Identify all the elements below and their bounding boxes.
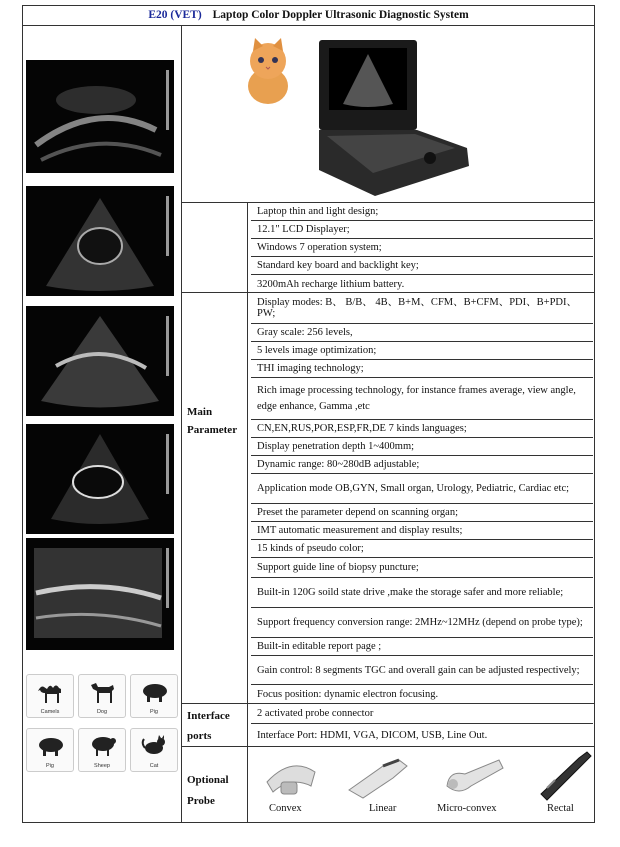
camel-icon [35,679,67,705]
interface-label-2: ports [187,730,212,742]
probe-name-rectal: Rectal [547,803,574,814]
feature-row [251,221,593,239]
probe-label: Optional [187,774,229,786]
param-row [251,656,593,685]
cat-icon [139,733,171,759]
col-divider-right [247,202,248,823]
probe-name-convex: Convex [269,803,302,814]
animal-tile-sheep [78,728,126,772]
animal-tile-camels [26,674,74,718]
param-row [251,685,593,703]
ultrasound-image-1 [26,60,174,173]
ultrasound-image-3 [26,306,174,416]
main-parameter-label-2: Parameter [187,424,238,436]
probe-name-micro-convex: Micro-convex [437,803,497,814]
param-text: 5 levels image optimization; [257,345,377,356]
animal-tile-cat [130,728,178,772]
feature-row [251,239,593,257]
ultrasound-image-4 [26,424,174,534]
param-row [251,293,593,324]
linear-probe-image [343,752,413,802]
image-column [23,26,181,823]
param-text: THI imaging technology; [257,363,364,374]
feature-row [251,257,593,275]
kitten-image [233,36,303,108]
param-row [251,540,593,558]
param-row [251,378,593,420]
interface-label: Interface [187,710,230,722]
param-text: Application mode OB,GYN, Small organ, Urology, Pediatric, Cardiac etc; [257,483,570,494]
pig-icon [35,733,67,759]
param-text: Display penetration depth 1~400mm; [257,441,415,452]
main-parameter-label-line1: Main [187,406,213,418]
rectal-probe-image [535,748,595,802]
laptop-image [315,38,475,198]
probe-gallery [251,746,595,824]
param-text: CN,EN,RUS,POR,ESP,FR,DE 7 kinds languages; [257,423,467,434]
param-row [251,504,593,522]
micro-convex-probe-image [439,752,509,802]
feature-text: Standard key board and backlight key; [257,260,419,271]
param-row [251,608,593,638]
convex-probe-image [261,752,321,802]
param-row [251,342,593,360]
param-text: 15 kinds of pseudo color; [257,543,364,554]
param-text: Built-in editable report page ; [257,641,382,652]
feature-row [251,275,593,293]
feature-text: 3200mAh recharge lithium battery. [257,278,405,290]
param-row [251,638,593,656]
animal-label: Camels [40,709,60,715]
param-row [251,578,593,608]
interface-text: Interface Port: HDMI, VGA, DICOM, USB, Line Out. [257,729,488,741]
animal-label: Cat [149,763,159,769]
feature-row [251,203,593,221]
ultrasound-image-5 [26,538,174,650]
animal-label: Dog [96,709,108,715]
param-text: Preset the parameter depend on scanning organ; [257,507,458,518]
param-text: Gain control: 8 segments TGC and overall gain can be adjusted respectively; [257,664,580,676]
param-text: Focus position: dynamic electron focusing. [257,688,439,700]
animal-label: Pig [150,709,158,715]
feature-text: Laptop thin and light design; [257,206,379,217]
ultrasound-image-2 [26,186,174,296]
main-parameter-label [187,402,212,422]
animal-presets [26,674,176,786]
animal-tile-pig-2 [26,728,74,772]
feature-text: 12.1" LCD Displayer; [257,224,350,235]
model-name: E20 (VET) [148,9,202,21]
param-text: Display modes: B、 B/B、 4B、B+M、CFM、B+CFM、PDI、B+PDI、PW; [257,297,577,319]
param-row [251,558,593,578]
param-text: Rich image processing technology, for instance frames average, view angle, edge enhance, Gamma ,etc [257,384,576,412]
param-text: Built-in 120G soild state drive ,make the storage safer and more reliable; [257,587,564,598]
param-text: Dynamic range: 80~280dB adjustable; [257,459,420,470]
param-row [251,420,593,438]
param-text: Support guide line of biopsy puncture; [257,562,419,573]
product-name: Laptop Color Doppler Ultrasonic Diagnostic System [212,9,469,21]
spec-sheet [22,5,595,823]
animal-label: Pig [46,763,54,769]
animal-tile-dog [78,674,126,718]
param-row [251,438,593,456]
param-row [251,474,593,504]
probe-name-linear: Linear [369,803,397,814]
interface-text: 2 activated probe connector [257,708,374,719]
param-row [251,324,593,342]
probe-label-2: Probe [187,795,215,807]
param-row [251,456,593,474]
dog-icon [87,679,119,705]
param-row [251,522,593,540]
param-text: Support frequency conversion range: 2MHz~12MHz (depend on probe type); [257,617,583,628]
param-text: Gray scale: 256 levels, [257,327,353,338]
param-text: IMT automatic measurement and display results; [257,525,463,536]
animal-tile-pig [130,674,178,718]
sheep-icon [87,733,119,759]
page-title [23,6,594,26]
feature-text: Windows 7 operation system; [257,242,382,253]
interface-row [251,724,593,746]
animal-label: Sheep [94,763,110,769]
param-row [251,360,593,378]
pig-icon [139,679,171,705]
interface-row [251,704,593,724]
